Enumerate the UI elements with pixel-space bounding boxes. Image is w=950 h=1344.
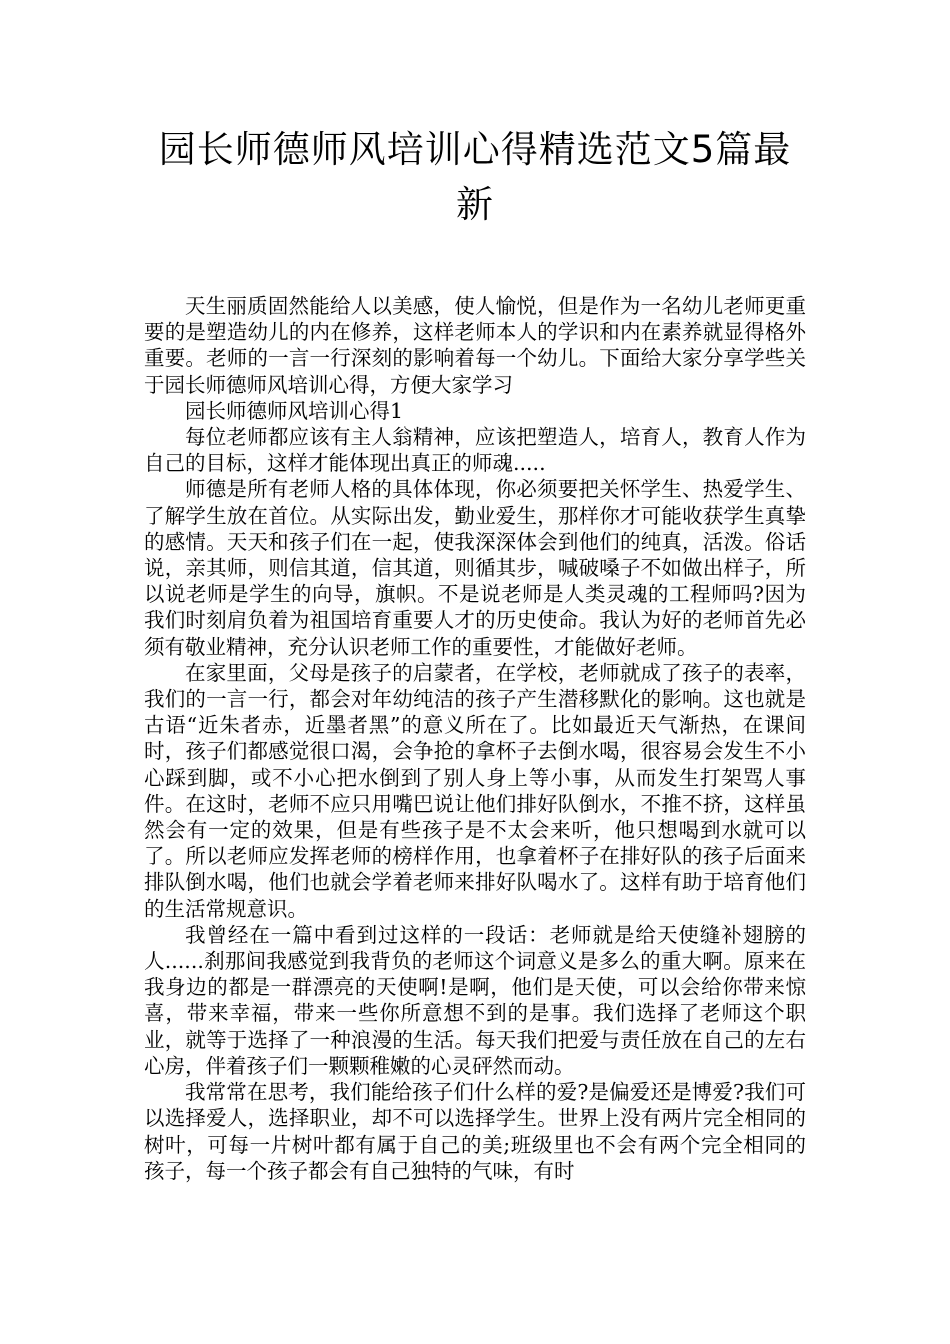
body-paragraph: 师德是所有老师人格的具体体现，你必须要把关怀学生、热爱学生、了解学生放在首位。从实际出发，勤业爱生，那样你才可能收获学生真挚的感情。天天和孩子们在一起，使我深深体会到他们的纯真，活泼。俗话说，亲其师，则信其道，信其道，则循其步，喊破嗓子不如做出样子，所以说老师是学生的向导，旗帜。不是说老师是人类灵魂的工程师吗?因为我们时刻肩负着为祖国培育重要人才的历史使命。我认为好的老师首先必须有敬业精神，充分认识老师工作的重要性，才能做好老师。 — [144, 477, 806, 659]
intro-paragraph: 天生丽质固然能给人以美感，使人愉悦，但是作为一名幼儿老师更重要的是塑造幼儿的内在修养，这样老师本人的学识和内在素养就显得格外重要。老师的一言一行深刻的影响着每一个幼儿。下面给大家分享学些关于园长师德师风培训心得，方便大家学习 — [144, 294, 806, 397]
document-title: 园长师德师风培训心得精选范文5篇最新 — [158, 128, 792, 226]
document-body — [144, 293, 806, 1183]
body-paragraph: 每位老师都应该有主人翁精神，应该把塑造人，培育人，教育人作为自己的目标，这样才能体现出真正的师魂..... — [144, 425, 806, 476]
section-heading: 园长师德师风培训心得1 — [185, 398, 404, 423]
body-paragraph: 我曾经在一篇中看到过这样的一段话：老师就是给天使缝补翅膀的人......刹那间我感觉到我背负的老师这个词意义是多么的重大啊。原来在我身边的都是一群漂亮的天使啊!是啊，他们是天使，可以会给你带来惊喜，带来幸福，带来一些你所意想不到的是事。我们选择了老师这个职业，就等于选择了一种浪漫的生活。每天我们把爱与责任放在自己的左右心房，伴着孩子们一颗颗稚嫩的心灵砰然而动。 — [144, 922, 806, 1078]
body-paragraph: 我常常在思考，我们能给孩子们什么样的爱?是偏爱还是博爱?我们可以选择爱人，选择职业，却不可以选择学生。世界上没有两片完全相同的树叶，可每一片树叶都有属于自己的美;班级里也不会有两个完全相同的孩子，每一个孩子都会有自己独特的气味，有时 — [144, 1080, 806, 1183]
body-paragraph: 在家里面，父母是孩子的启蒙者，在学校，老师就成了孩子的表率，我们的一言一行，都会对年幼纯洁的孩子产生潜移默化的影响。这也就是古语“近朱者赤，近墨者黑”的意义所在了。比如最近天气渐热，在课间时，孩子们都感觉很口渴，会争抢的拿杯子去倒水喝，很容易会发生不小心踩到脚，或不小心把水倒到了别人身上等小事，从而发生打架骂人事件。在这时，老师不应只用嘴巴说让他们排好队倒水，不推不挤，这样虽然会有一定的效果，但是有些孩子是不太会来听，他只想喝到水就可以了。所以老师应发挥老师的榜样作用，也拿着杯子在排好队的孩子后面来排队倒水喝，他们也就会学着老师来排好队喝水了。这样有助于培育他们的生活常规意识。 — [144, 660, 806, 921]
